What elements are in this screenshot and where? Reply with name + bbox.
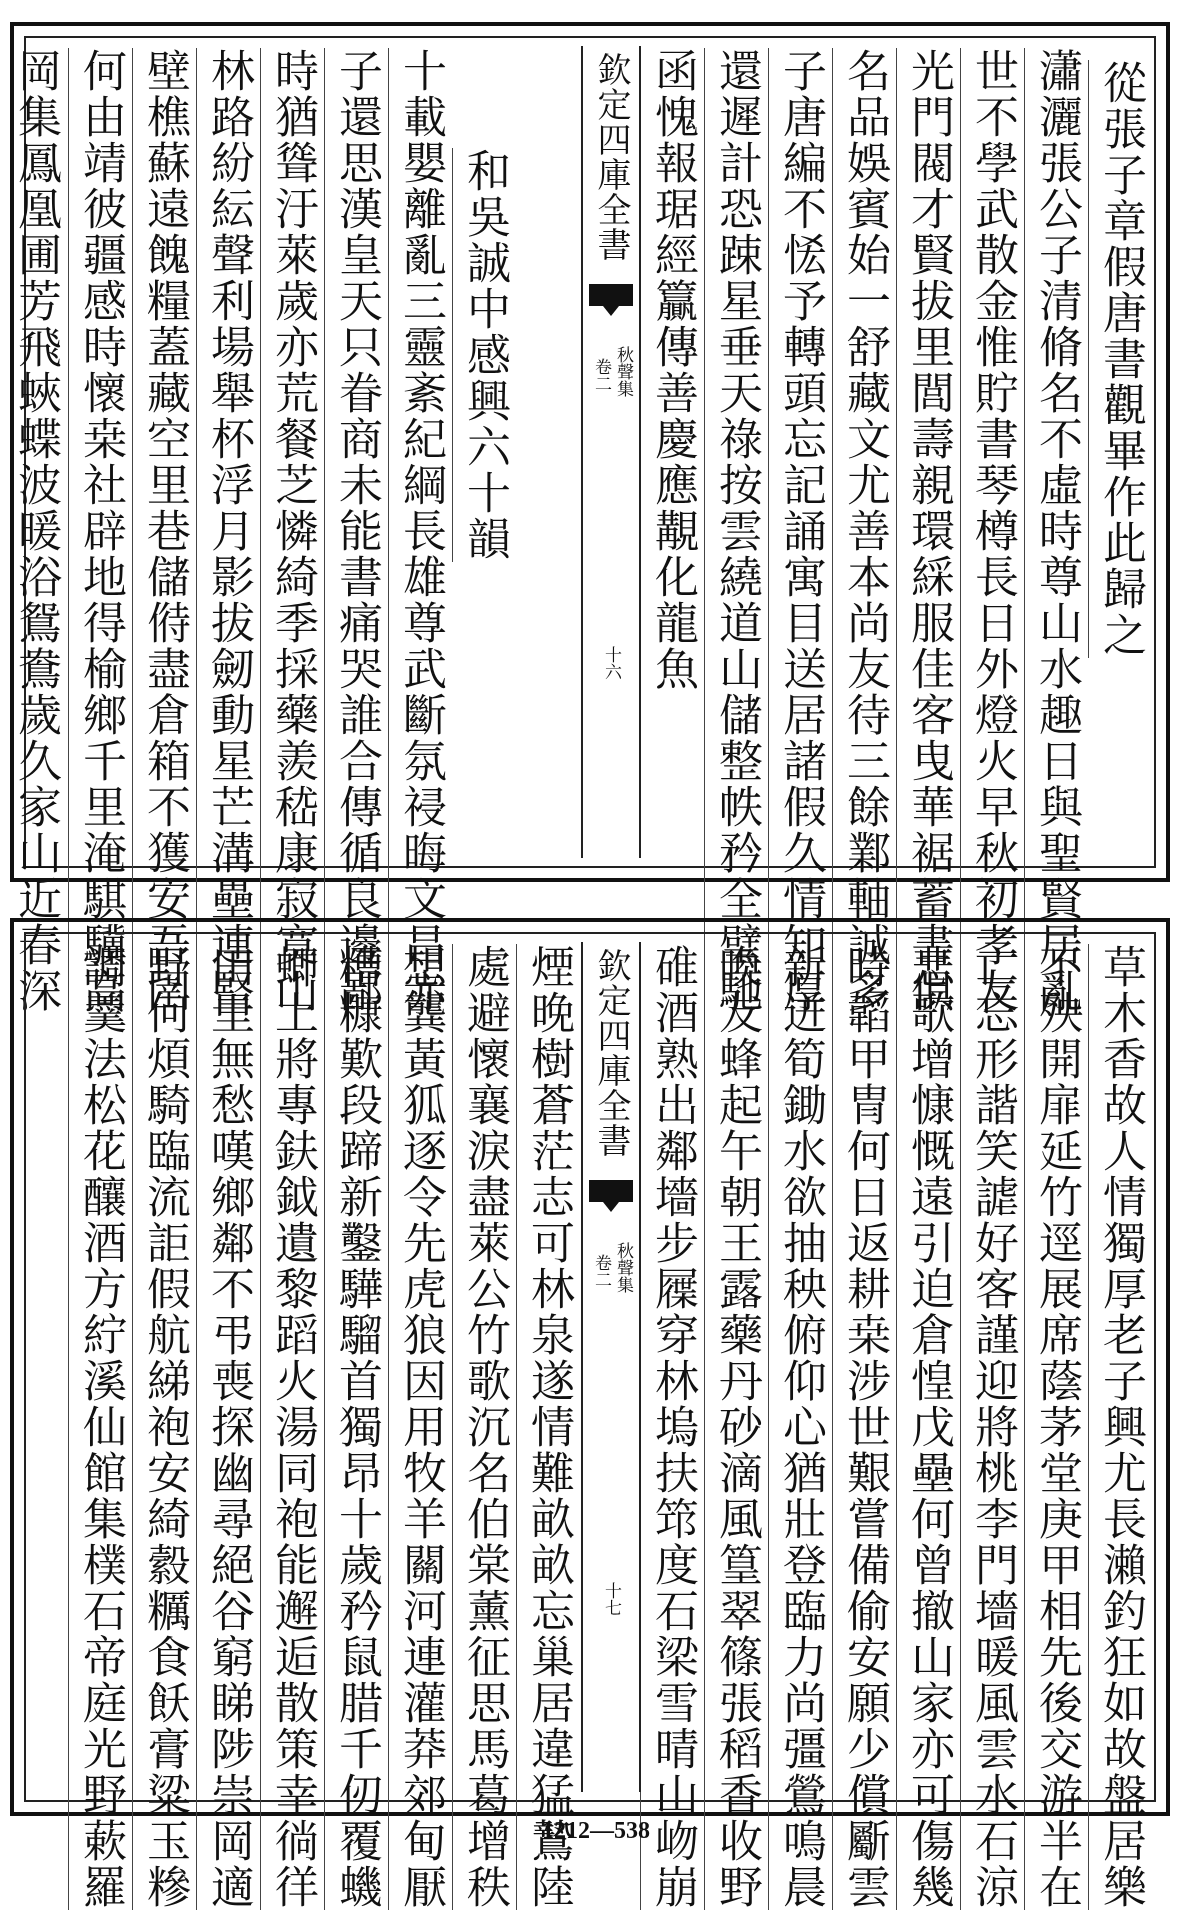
text-column: 還遲計恐踈星垂天祿按雲繞道山儲整帙矜全璧馳 — [704, 48, 767, 1014]
text-column: 喚友蜂起午朝王露藥丹砂滴風篁翠篠張稻香收野 — [704, 944, 767, 1910]
upper-page-frame — [10, 22, 1170, 1014]
text-column: 碓酒熟出鄰墻步屧穿林塢扶筇度石梁雪晴山岉崩 — [640, 944, 703, 1910]
text-column: 新迸筍鋤水欲抽秧俯仰心猶壯登臨力尚彊鶯鳴晨 — [768, 944, 831, 1910]
text-column: 何由靖彼疆感時懷桒社辟地得榆鄉千里淹騏驥高 — [68, 48, 131, 1014]
text-column: 糟糠歎段蹄新鑿驊騮首獨昂十歲矜鼠腊千仞覆蟣 — [324, 944, 387, 1910]
text-column: 函愧報琚經籯傳善慶應覯化龍魚 — [640, 48, 703, 692]
text-column: 煙晚樹蒼茫志可林泉遂情難畝畝忘巢居違猛鷙陸 — [516, 944, 579, 1910]
text-column: 時猶聳汙萊歲亦荒餐芝憐綺季採藥羨嵇康寂寞山 — [260, 48, 323, 1014]
center-gutter — [581, 46, 641, 858]
book-title: 秋聲集 — [613, 1242, 633, 1293]
text-column: 野何煩騎臨流詎假航綈袍安綺縠糲食飫膏粱玉糝 — [132, 944, 195, 1910]
text-column: 林路紛紜聲利場舉杯浮月影拔劒動星芒溝壘連堅 — [196, 48, 259, 1014]
text-column: 世不學武散金惟貯書琴樽長日外燈火早秋初孝友 — [960, 48, 1023, 1014]
upper-page-inner-border — [10, 36, 1156, 1014]
page-number: 十六 — [601, 646, 621, 680]
text-column: 時韜甲冑何日返耕桒涉世艱嘗備偷安願少償斸雲 — [832, 944, 895, 1910]
text-column: 想龔黃狐逐令先虎狼因用牧羊關河連灌莽郊甸厭 — [388, 944, 451, 1910]
library-title: 欽定四庫全書 — [591, 948, 631, 1158]
fish-tail-mark-icon — [589, 1180, 633, 1202]
page-number: 十七 — [601, 1582, 621, 1616]
text-column: 亡忘形諧笑謔好客謹迎將桃李門墻暖風雲水石涼 — [960, 944, 1023, 1910]
text-column: 名品娛賓始一舒藏文尤善本尚友待三餘鄴軸誠多 — [832, 48, 895, 1014]
text-column: 悲歌增慷慨遠引迫倉惶戊壘何曾撤山家亦可傷幾 — [896, 944, 959, 1910]
text-column: 草木香故人情獨厚老子興尤長瀨釣狂如故盤居樂 — [1088, 944, 1151, 1910]
text-column: 田里無愁嘆鄉鄰不弔喪探幽尋絕谷窮睇陟崇岡適 — [196, 944, 259, 1910]
poem-title: 和吳誠中感興六十韻 — [452, 148, 515, 562]
text-column: 岡集鳳凰圃芳飛蛺蝶波暖浴鴛鴦歲久家山近春深 — [10, 48, 61, 1014]
text-column: 光門閥才賢拔里閭壽親環綵服佳客曳華裾蓄書俱 — [896, 48, 959, 1014]
text-column: 瀟灑張公子清脩名不虛時尊山水趣日與聖賢居亂 — [1024, 48, 1087, 1014]
library-title: 欽定四庫全書 — [591, 52, 631, 262]
text-column: 子還思漢皇天只眷商未能書痛哭誰合傳循良邊鄙 — [324, 48, 387, 1014]
text-column: 壁樵蘇遠餽糧蓋藏空里巷儲偫盡倉箱不獲安吾圉 — [132, 48, 195, 1014]
text-column: 子唐編不恡予轉頭忘記誦寓目送居諸假久情知厚 — [768, 48, 831, 1014]
text-column: 處避懷襄淚盡萊公竹歌沉名伯棠薰征思馬葛增秩 — [452, 944, 515, 1910]
text-column: 不殃開扉延竹逕展席蔭茅堂庚甲相先後交游半在 — [1024, 944, 1087, 1910]
text-column: 調羹法松花釀酒方紵溪仙館集樸石帝庭光野蔌羅 — [68, 944, 131, 1910]
volume-label: 卷二 — [591, 358, 611, 392]
volume-label: 卷二 — [591, 1254, 611, 1288]
text-column: 十載嬰離亂三靈紊紀綱長雄尊武斷氛祲晦文昌赤 — [388, 48, 451, 1014]
center-gutter — [581, 942, 641, 1792]
text-column: 蝍上將專鈇鉞遺黎蹈火湯同袍能邂逅散策幸徜徉 — [260, 944, 323, 1910]
text-column: 從張子章假唐書觀畢作此歸之 — [1088, 60, 1151, 658]
fish-tail-mark-icon — [589, 284, 633, 306]
book-title: 秋聲集 — [613, 346, 633, 397]
page-reference: 1212—538 — [542, 1818, 650, 1844]
